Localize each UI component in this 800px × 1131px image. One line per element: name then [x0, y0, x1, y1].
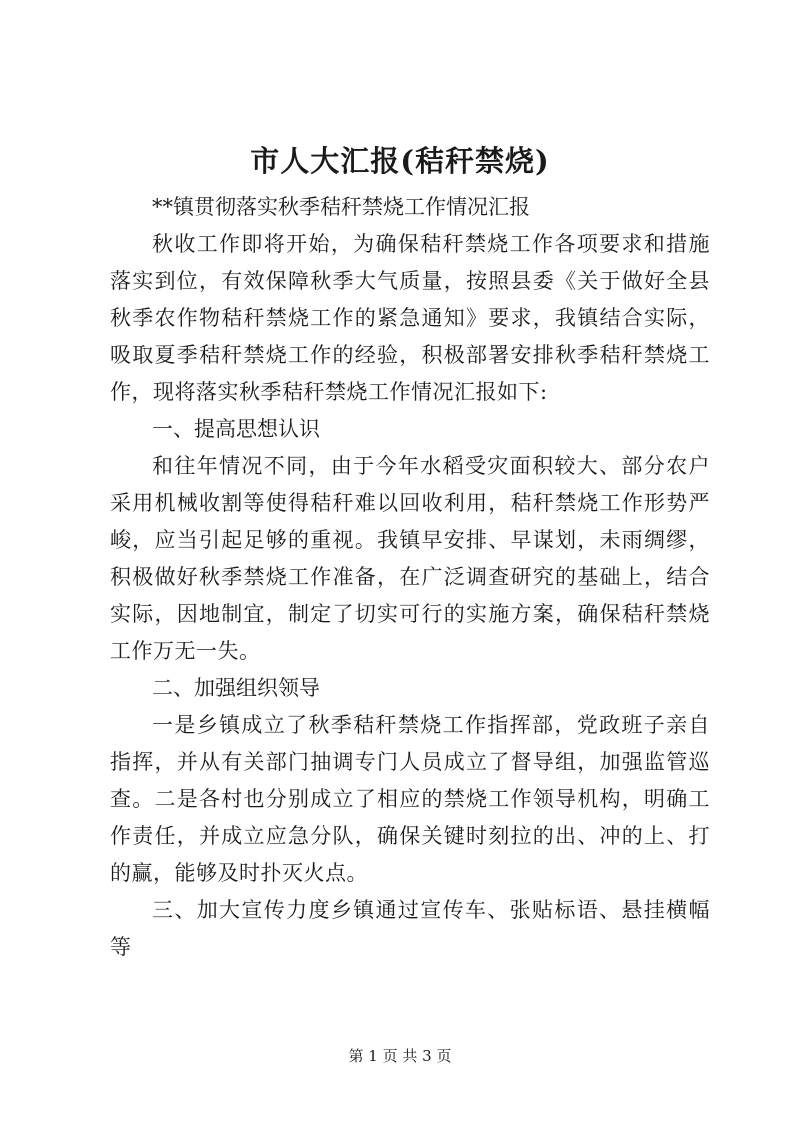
report-subtitle: **镇贯彻落实秋季秸秆禁烧工作情况汇报 — [152, 195, 530, 219]
section-1-paragraph: 和往年情况不同，由于今年水稻受灾面积较大、部分农户采用机械收割等使得秸秆难以回收利用，秸秆禁烧工作形势严峻，应当引起足够的重视。我镇早安排、早谋划，未雨绸缪，积极做好秋季禁烧工作准备，在广泛调查研究的基础上，结合实际，因地制宜，制定了切实可行的实施方案，确保秸秆禁烧工作万无一失。 — [110, 454, 710, 663]
document-title: 市人大汇报(秸秆禁烧) — [250, 144, 550, 178]
page-footer: 第 1 页 共 3 页 — [348, 1047, 452, 1065]
section-2-paragraph: 一是乡镇成立了秋季秸秆禁烧工作指挥部，党政班子亲自指挥，并从有关部门抽调专门人员成立了督导组，加强监管巡查。二是各村也分别成立了相应的禁烧工作领导机构，明确工作责任，并成立应急分队，确保关键时刻拉的出、冲的上、打的赢，能够及时扑灭火点。 — [110, 713, 710, 885]
section-1-heading: 一、提高思想认识 — [152, 417, 320, 441]
section-3-paragraph: 三、加大宣传力度乡镇通过宣传车、张贴标语、悬挂横幅等 — [110, 898, 710, 959]
intro-paragraph: 秋收工作即将开始，为确保秸秆禁烧工作各项要求和措施落实到位，有效保障秋季大气质量，按照县委《关于做好全县秋季农作物秸秆禁烧工作的紧急通知》要求，我镇结合实际，吸取夏季秸秆禁烧工作的经验，积极部署安排秋季秸秆禁烧工作，现将落实秋季秸秆禁烧工作情况汇报如下: — [110, 232, 710, 404]
section-2-heading: 二、加强组织领导 — [152, 676, 320, 700]
document-body — [110, 189, 710, 966]
